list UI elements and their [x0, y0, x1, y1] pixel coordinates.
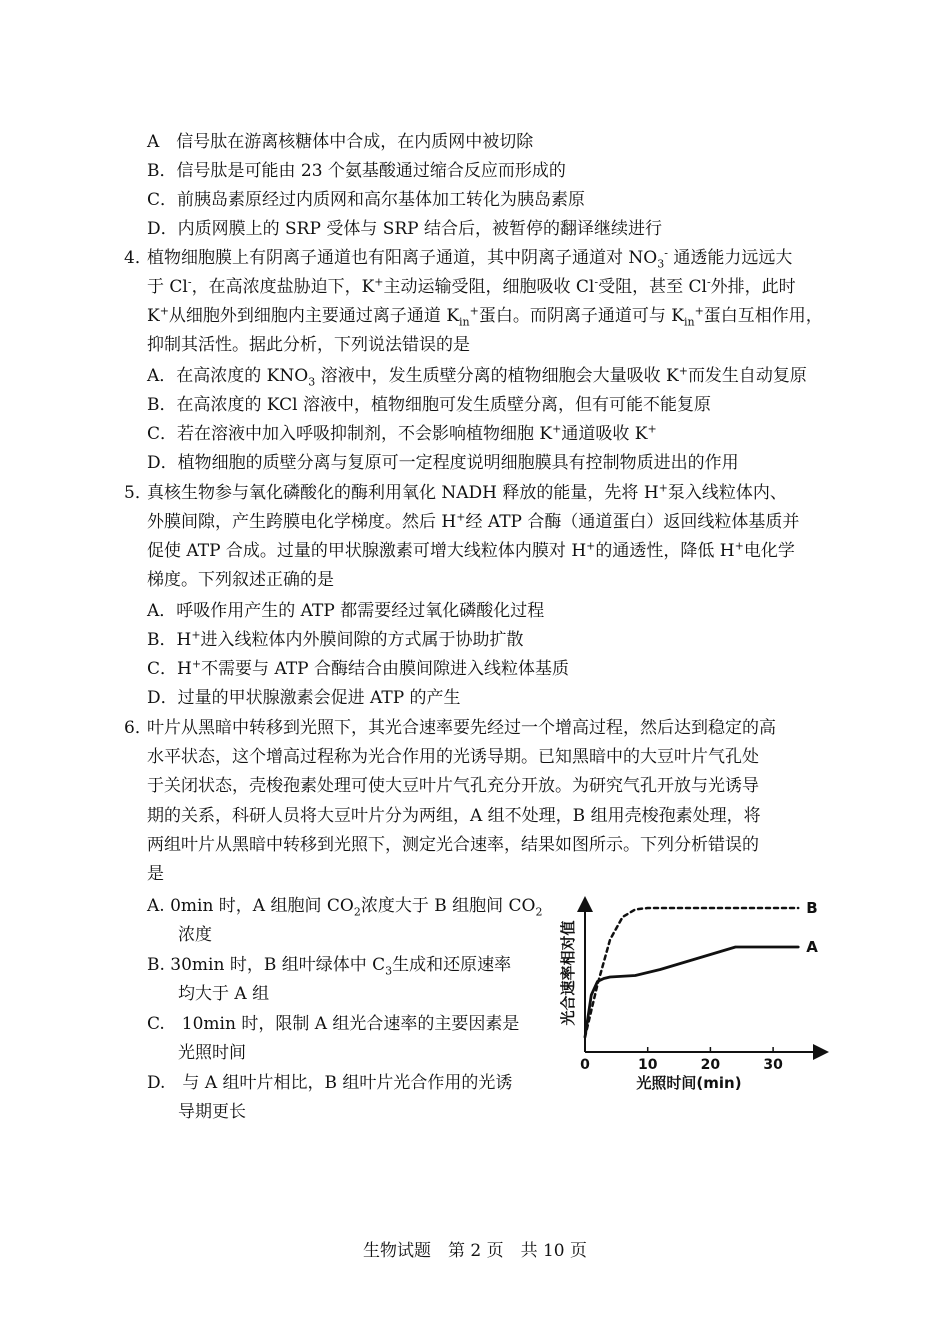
q6-stem-line-5: 两组叶片从黑暗中转移到光照下，测定光合速率，结果如图所示。下列分析错误的	[147, 835, 759, 855]
q6-number: 6．	[124, 718, 152, 738]
q4-option-d: D．植物细胞的质壁分离与复原可一定程度说明细胞膜具有控制物质进出的作用	[147, 453, 739, 473]
q6-option-c-line-1: C. 10min 时，限制 A 组光合速率的主要因素是	[147, 1014, 520, 1034]
q5-stem-line-2: 外膜间隙，产生跨膜电化学梯度。然后 H+经 ATP 合酶（通道蛋白）返回线粒体基质并	[147, 510, 800, 532]
q5-option-b: B．H+进入线粒体内外膜间隙的方式属于协助扩散	[147, 628, 524, 650]
q4-option-c: C．若在溶液中加入呼吸抑制剂，不会影响植物细胞 K+通道吸收 K+	[147, 422, 657, 444]
q6-option-a-line-2: 浓度	[178, 925, 212, 945]
q6-option-d-line-2: 导期更长	[178, 1102, 246, 1122]
x-tick-label: 30	[763, 1057, 783, 1073]
q6-stem-line-6: 是	[147, 864, 164, 884]
q3-option-b: B．信号肽是可能由 23 个氨基酸通过缩合反应而形成的	[147, 161, 566, 181]
q6-option-b-line-1: B. 30min 时，B 组叶绿体中 $C_3$生成和还原速率	[147, 955, 512, 978]
series-line-b	[585, 908, 798, 1037]
q4-stem-line-4: 抑制其活性。据此分析，下列说法错误的是	[147, 335, 470, 355]
q4-stem-line-1: 植物细胞膜上有阴离子通道也有阳离子通道，其中阴离子通道对 $NO_3^-$ 通透能力远远大	[147, 246, 793, 271]
q6-option-b-line-2: 均大于 A 组	[178, 984, 270, 1004]
q4-option-b: B．在高浓度的 KCl 溶液中，植物细胞可发生质壁分离，但有可能不能复原	[147, 395, 711, 415]
q6-option-d-line-1: D. 与 A 组叶片相比，B 组叶片光合作用的光诱	[147, 1073, 513, 1093]
q6-stem-line-1: 叶片从黑暗中转移到光照下，其光合速率要先经过一个增高过程，然后达到稳定的高	[147, 718, 776, 738]
x-tick-label: 10	[637, 1057, 658, 1073]
q3-option-a: A 信号肽在游离核糖体中合成，在内质网中被切除	[147, 132, 534, 152]
q5-stem-line-3: 促使 ATP 合成。过量的甲状腺激素可增大线粒体内膜对 H+的通透性，降低 H+电化学	[147, 539, 795, 561]
q5-option-c: C．H+不需要与 ATP 合酶结合由膜间隙进入线粒体基质	[147, 657, 569, 679]
photosynthesis-rate-chart	[555, 890, 835, 1100]
q5-number: 5．	[124, 483, 152, 503]
q5-stem-line-4: 梯度。下列叙述正确的是	[147, 570, 334, 590]
series-label-b: B	[806, 899, 818, 917]
y-axis-label: 光合速率相对值	[559, 920, 577, 1026]
q4-stem-line-3: K+从细胞外到细胞内主要通过离子通道 $K_{in}^+$蛋白。而阴离子通道可与 $K_{in}^+$蛋白互相作用，	[147, 304, 823, 329]
q5-stem-line-1: 真核生物参与氧化磷酸化的酶利用氧化 NADH 释放的能量，先将 H+泵入线粒体内、	[147, 481, 787, 503]
q6-stem-line-4: 期的关系，科研人员将大豆叶片分为两组，A 组不处理，B 组用壳梭孢素处理，将	[147, 806, 761, 826]
x-tick-label: 20	[700, 1057, 721, 1073]
q6-option-a-line-1: A. 0min 时，A 组胞间 $CO_2$浓度大于 B 组胞间 $CO_2$	[147, 896, 543, 919]
x-tick-label: 0	[580, 1057, 590, 1073]
q5-option-d: D．过量的甲状腺激素会促进 ATP 的产生	[147, 688, 461, 708]
q3-option-d: D．内质网膜上的 SRP 受体与 SRP 结合后，被暂停的翻译继续进行	[147, 219, 663, 239]
q3-option-c: C．前胰岛素原经过内质网和高尔基体加工转化为胰岛素原	[147, 190, 586, 210]
q6-option-c-line-2: 光照时间	[178, 1043, 246, 1063]
page-footer: 生物试题 第 2 页 共 10 页	[362, 1241, 588, 1261]
q6-stem-line-3: 于关闭状态，壳梭孢素处理可使大豆叶片气孔充分开放。为研究气孔开放与光诱导	[147, 776, 759, 796]
q6-stem-line-2: 水平状态，这个增高过程称为光合作用的光诱导期。已知黑暗中的大豆叶片气孔处	[147, 747, 759, 767]
q4-stem-line-2: 于 Cl-，在高浓度盐胁迫下，K+主动运输受阻，细胞吸收 Cl-受阻，甚至 Cl-外排，此时	[147, 275, 796, 297]
q5-option-a: A．呼吸作用产生的 ATP 都需要经过氧化磷酸化过程	[147, 601, 545, 621]
series-label-a: A	[806, 938, 818, 956]
series-line-a	[585, 947, 798, 1037]
q4-option-a: A．在高浓度的 $KNO_3$ 溶液中，发生质壁分离的植物细胞会大量吸收 K+而发生自动复原	[147, 364, 807, 389]
q4-number: 4．	[124, 248, 152, 268]
x-axis-label: 光照时间(min)	[636, 1074, 742, 1092]
